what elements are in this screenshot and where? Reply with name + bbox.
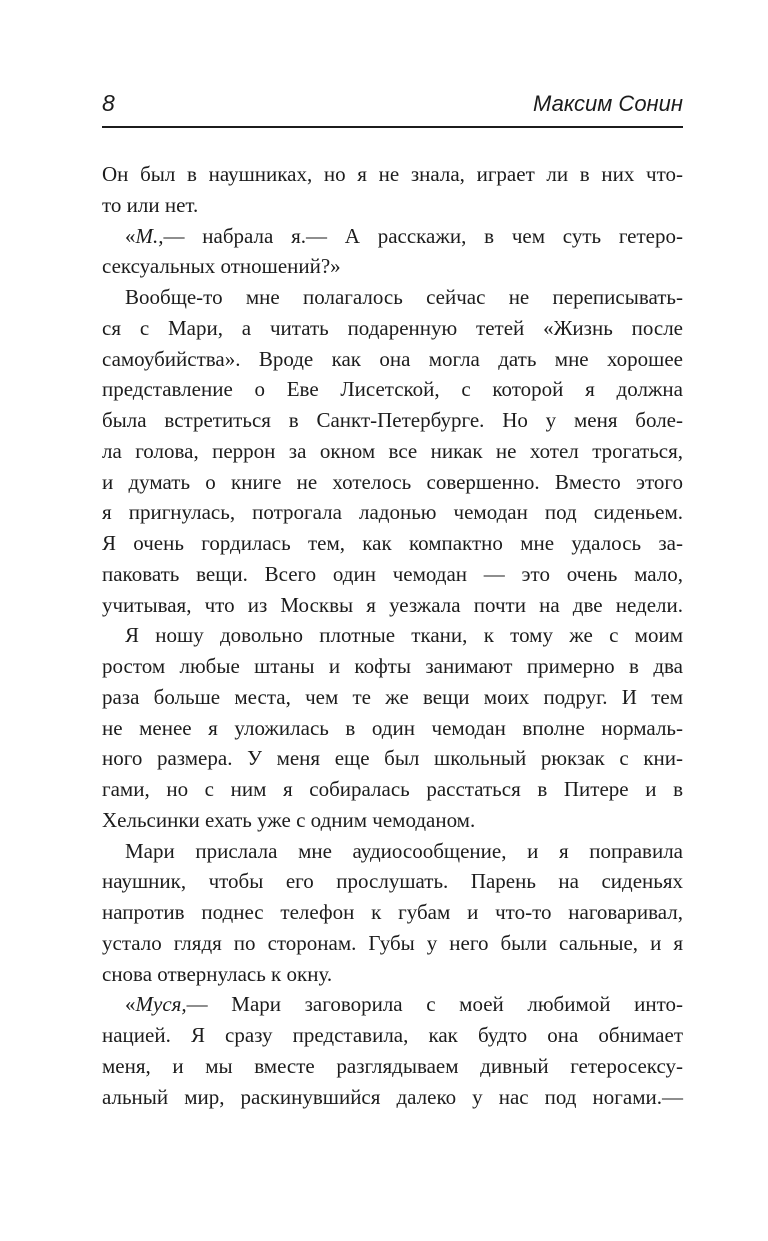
text-segment: ного размера. У меня еще был школьный рюкзак с кни- (102, 746, 683, 771)
text-line (102, 805, 683, 836)
text-line (102, 651, 683, 682)
text-segment: альный мир, раскинувшийся далеко у нас под ногами.— (102, 1084, 683, 1109)
text-segment: устало глядя по сторонам. Губы у него были сальные, и я (102, 930, 683, 955)
text-segment: учитывая, что из Москвы я уезжала почти на две недели. (102, 592, 683, 617)
text-segment: ся с Мари, а читать подаренную тетей «Жизнь после (102, 315, 683, 340)
text-segment: нацией. Я сразу представила, как будто она обнимает (102, 1023, 683, 1047)
text-segment: представление о Еве Лисетской, с которой я должна (102, 377, 683, 402)
text-segment: Хельсинки ехать уже с одним чемоданом. (102, 807, 476, 832)
text-line (102, 774, 683, 805)
text-line (102, 620, 683, 651)
text-line (102, 528, 683, 559)
text-line (102, 897, 683, 928)
text-line (102, 682, 683, 713)
text-segment: — набрала я.— А расскажи, в чем суть гетеро- (163, 223, 683, 248)
text-segment: Он был в наушниках, но я не знала, играет ли в них что- (102, 162, 683, 186)
text-line (102, 1051, 683, 1082)
text-line (102, 928, 683, 959)
paragraph (102, 989, 683, 1112)
paragraph (102, 221, 683, 283)
text-segment: я пригнулась, потрогала ладонью чемодан под сиденьем. (102, 500, 683, 525)
paragraph (102, 620, 683, 835)
text-line (102, 190, 683, 221)
text-segment: ростом любые штаны и кофты занимают примерно в два (102, 654, 683, 678)
text-segment: раза больше места, чем те же вещи моих подруг. И тем (102, 684, 683, 709)
italic-text: Муся, (135, 992, 187, 1017)
text-segment: ла голова, перрон за окном все никак не хотел трогаться, (102, 438, 683, 463)
text-line (102, 1020, 683, 1051)
running-head-author: Максим Сонин (533, 91, 683, 116)
paragraph (102, 159, 683, 221)
text-line (102, 989, 683, 1020)
text-line (102, 559, 683, 590)
text-line (102, 590, 683, 621)
running-header (102, 88, 683, 128)
text-line (102, 221, 683, 252)
text-segment: — Мари заговорила с моей любимой инто- (186, 992, 683, 1017)
text-line (102, 836, 683, 867)
text-line (102, 713, 683, 744)
text-segment: « (125, 223, 136, 248)
text-line (102, 282, 683, 313)
page-number: 8 (102, 90, 115, 116)
text-segment: паковать вещи. Всего один чемодан — это очень мало, (102, 561, 683, 586)
text-line (102, 251, 683, 282)
text-line (102, 1082, 683, 1113)
text-line (102, 743, 683, 774)
paragraph (102, 836, 683, 990)
text-column (102, 88, 683, 1112)
text-line (102, 374, 683, 405)
text-line (102, 313, 683, 344)
body-text (102, 159, 683, 1112)
text-segment: наушник, чтобы его прослушать. Парень на сиденьях (102, 869, 683, 894)
text-line (102, 866, 683, 897)
text-segment: то или нет. (102, 192, 199, 217)
text-segment: меня, и мы вместе разглядываем дивный гетеросексу- (102, 1053, 683, 1078)
text-segment: была встретиться в Санкт-Петербурге. Но у меня боле- (102, 408, 683, 432)
paragraph (102, 282, 683, 620)
text-segment: самоубийства». Вроде как она могла дать мне хорошее (102, 346, 683, 371)
text-line (102, 497, 683, 528)
text-line (102, 159, 683, 190)
text-segment: « (125, 992, 136, 1017)
text-line (102, 405, 683, 436)
text-line (102, 436, 683, 467)
text-segment: Я ношу довольно плотные ткани, к тому же с моим (125, 623, 683, 648)
text-line (102, 344, 683, 375)
text-segment: напротив поднес телефон к губам и что-то наговаривал, (102, 900, 683, 924)
text-segment: Я очень гордилась тем, как компактно мне удалось за- (102, 531, 683, 555)
text-segment: Вообще-то мне полагалось сейчас не переписывать- (125, 285, 683, 309)
text-line (102, 959, 683, 990)
text-segment: снова отвернулась к окну. (102, 961, 333, 986)
text-segment: сексуальных отношений?» (102, 254, 341, 279)
text-segment: гами, но с ним я собиралась расстаться в Питере и в (102, 777, 683, 801)
text-line (102, 467, 683, 498)
italic-text: М., (135, 223, 164, 248)
text-segment: Мари прислала мне аудиосообщение, и я поправила (125, 838, 683, 863)
text-segment: не менее я уложилась в один чемодан вполне нормаль- (102, 715, 683, 740)
text-segment: и думать о книге не хотелось совершенно. Вместо этого (102, 469, 683, 494)
